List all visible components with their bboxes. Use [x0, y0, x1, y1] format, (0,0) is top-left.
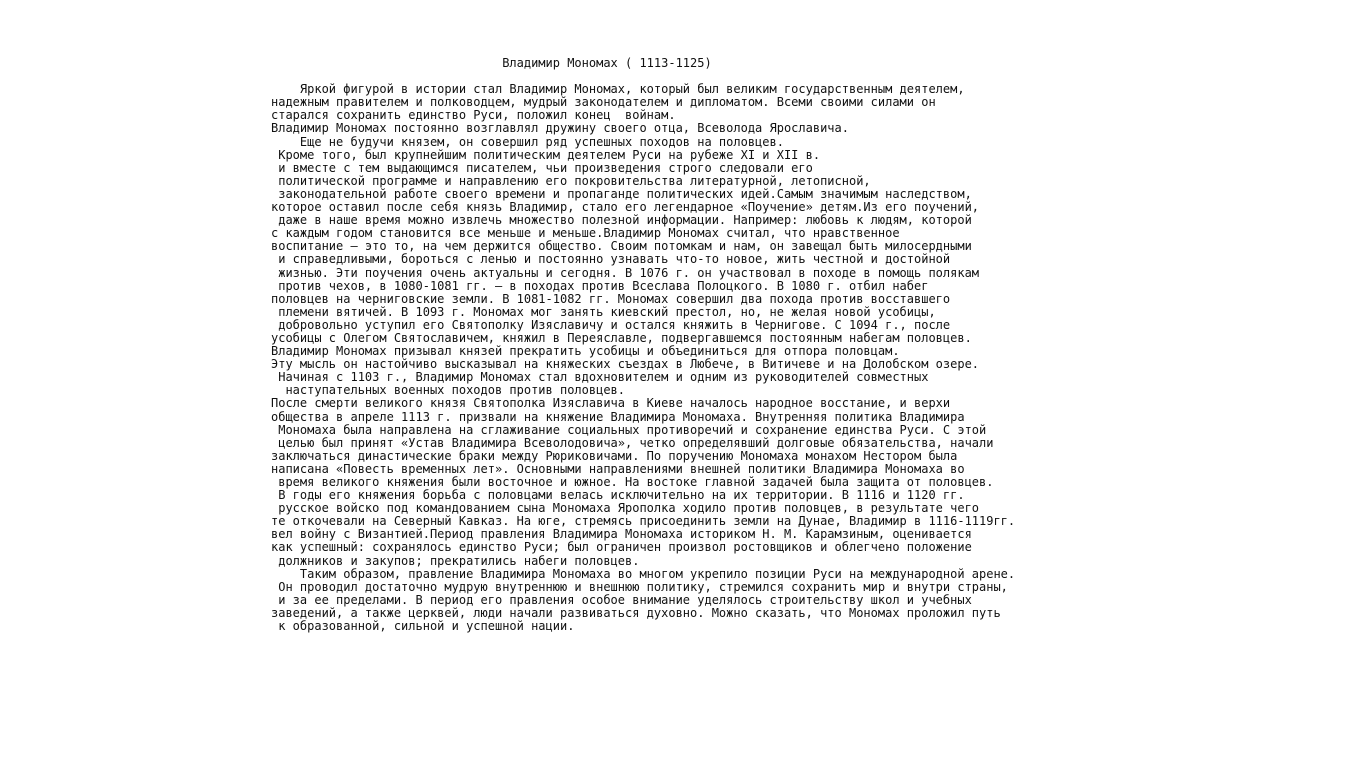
document-body — [271, 57, 1015, 633]
text-line: наступательных военных походов против половцев. — [271, 383, 626, 398]
text-line: время великого княжения были восточное и южное. На востоке главной задачей была защита от половцев. — [271, 475, 994, 489]
text-line: добровольно уступил его Святополку Изяславичу и остался княжить в Чернигове. С 1094 г., после — [271, 317, 951, 332]
text-line: к образованной, сильной и успешной нации. — [271, 619, 575, 634]
text-line: против чехов, в 1080-1081 гг. — в походах против Всеслава Полоцкого. В 1080 г. отбил набег — [271, 278, 929, 293]
text-line: общества в апреле 1113 г. призвали на княжение Владимира Мономаха. Внутренняя политика Владимира — [271, 409, 965, 424]
text-line: Начиная с 1103 г., Владимир Мономах стал вдохновителем и одним из руководителей совместных — [271, 370, 929, 385]
text-line: и за ее пределами. В период его правления особое внимание уделялось строительству школ и учебных — [271, 592, 972, 607]
text-line: с каждым годом становится все меньше и меньше.Владимир Мономах считал, что нравственное — [271, 226, 900, 241]
text-line: те откочевали на Северный Кавказ. На юге, стремясь присоединить земли на Дунае, Владимир в 1116-1119гг. — [271, 514, 1016, 529]
text-line: После смерти великого князя Святополка Изяславича в Киеве началось народное восстание, и верхи — [271, 396, 951, 411]
text-line: Владимир Мономах постоянно возглавлял дружину своего отца, Всеволода Ярославича. — [271, 121, 849, 136]
text-line: заведений, а также церквей, люди начали развиваться духовно. Можно сказать, что Мономах проложил путь — [271, 605, 1001, 620]
text-line: Он проводил достаточно мудрую внутреннюю и внешнюю политику, стремился сохранить мир и внутри страны, — [271, 579, 1008, 594]
text-line: Кроме того, был крупнейшим политическим деятелем Руси на рубеже XI и XII в. — [271, 147, 821, 162]
text-line: Эту мысль он настойчиво высказывал на княжеских съездах в Любече, в Витичеве и на Долобском озере. — [271, 357, 980, 372]
text-line: как успешный: сохранялось единство Руси; был ограничен произвол ростовщиков и облегчено положение — [271, 540, 972, 555]
text-line: законодательной работе своего времени и пропаганде политических идей.Самым значимым наследством, — [271, 186, 972, 201]
text-line: написана «Повесть временных лет». Основными направлениями внешней политики Владимира Мономаха во — [271, 461, 965, 476]
text-line: заключаться династические браки между Рюриковичами. По поручению Мономаха монахом Нестором была — [271, 448, 958, 463]
text-line: должников и закупов; прекратились набеги половцев. — [271, 553, 640, 568]
text-line: В годы его княжения борьба с половцами велась исключительно на их территории. В 1116 и 1120 гг. — [271, 488, 965, 503]
text-line: Владимир Мономах призывал князей прекратить усобицы и объединиться для отпора половцам. — [271, 344, 900, 359]
text-line: Таким образом, правление Владимира Мономаха во многом укрепило позиции Руси на международной арене. — [271, 566, 1016, 581]
text-line: и вместе с тем выдающимся писателем, чьи произведения строго следовали его — [271, 160, 813, 175]
document-title: Владимир Мономах ( 1113-1125) — [271, 56, 712, 70]
text-line: вел войну с Византией.Период правления Владимира Мономаха историком Н. М. Карамзиным, оценивается — [271, 527, 972, 542]
text-line: которое оставил после себя князь Владимир, стало его легендарное «Поучение» детям.Из его поучений, — [271, 200, 980, 215]
text-line: политической программе и направлению его покровительства литературной, летописной, — [271, 173, 871, 188]
text-line: Яркой фигурой в истории стал Владимир Мономах, который был великим государственным деятелем, — [271, 82, 965, 97]
text-line: племени вятичей. В 1093 г. Мономах мог занять киевский престол, но, не желая новой усобицы, — [271, 304, 936, 319]
text-line: русское войско под командованием сына Мономаха Ярополка ходило против половцев, в результате чего — [271, 501, 980, 516]
text-line: даже в наше время можно извлечь множество полезной информации. Например: любовь к людям, которой — [271, 213, 972, 228]
text-line: старался сохранить единство Руси, положил конец войнам. — [271, 108, 676, 123]
text-line: половцев на черниговские земли. В 1081-1082 гг. Мономах совершил два похода против восставшего — [271, 291, 951, 306]
text-line: и справедливыми, бороться с ленью и постоянно узнавать что-то новое, жить честной и достойной — [271, 252, 951, 267]
text-line: Еще не будучи князем, он совершил ряд успешных походов на половцев. — [271, 134, 784, 149]
text-line: жизнью. Эти поучения очень актуальны и сегодня. В 1076 г. он участвовал в походе в помощь полякам — [271, 265, 980, 280]
text-line: усобицы с Олегом Святославичем, княжил в Переяславле, подвергавшемся постоянным набегам половцев. — [271, 330, 972, 345]
text-line: целью был принят «Устав Владимира Всеволодовича», четко определявший долговые обязательства, начали — [271, 435, 994, 450]
document-text — [271, 83, 1015, 633]
text-line: надежным правителем и полководцем, мудрый законодателем и дипломатом. Всеми своими силами он — [271, 95, 936, 110]
text-line: воспитание – это то, на чем держится общество. Своим потомкам и нам, он завещал быть милосердными — [271, 239, 972, 254]
text-line: Мономаха была направлена на сглаживание социальных противоречий и сохранение единства Руси. С этой — [271, 422, 987, 437]
